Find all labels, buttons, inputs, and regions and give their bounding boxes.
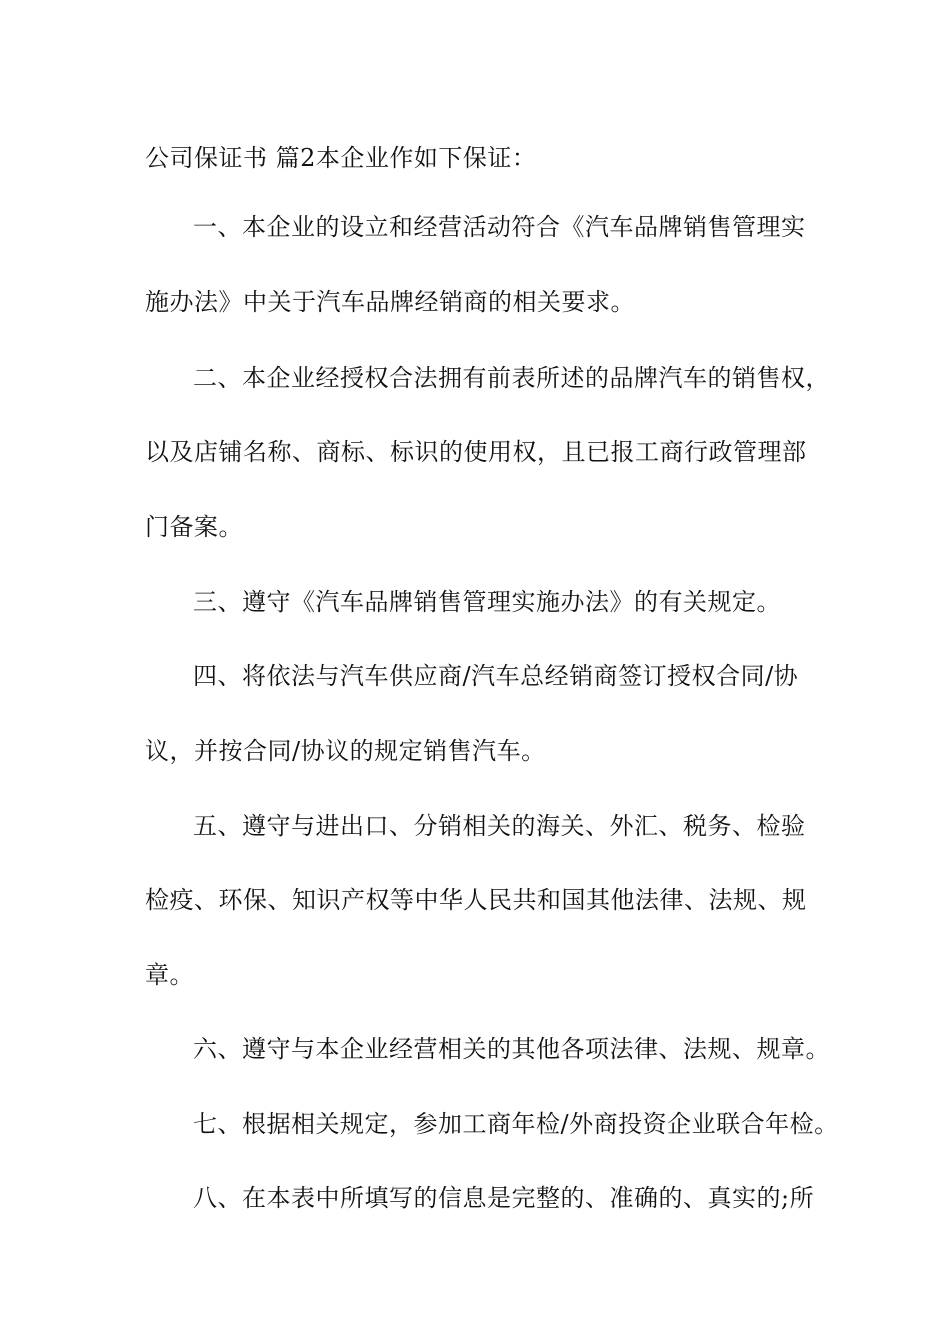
paragraph-line: 施办法》中关于汽车品牌经销商的相关要求。 bbox=[145, 288, 635, 316]
paragraph-line: 以及店铺名称、商标、标识的使用权，且已报工商行政管理部 bbox=[145, 438, 807, 466]
paragraph-line: 检疫、环保、知识产权等中华人民共和国其他法律、法规、规 bbox=[145, 886, 807, 914]
heading-line: 公司保证书 篇2本企业作如下保证： bbox=[145, 144, 537, 172]
paragraph-line: 一、本企业的设立和经营活动符合《汽车品牌销售管理实 bbox=[193, 213, 806, 241]
paragraph-line: 八、在本表中所填写的信息是完整的、准确的、真实的;所 bbox=[193, 1184, 815, 1212]
paragraph-line: 二、本企业经授权合法拥有前表所述的品牌汽车的销售权， bbox=[193, 364, 830, 392]
paragraph-line: 三、遵守《汽车品牌销售管理实施办法》的有关规定。 bbox=[193, 588, 781, 616]
paragraph-line: 门备案。 bbox=[145, 513, 243, 541]
paragraph-line: 六、遵守与本企业经营相关的其他各项法律、法规、规章。 bbox=[193, 1035, 830, 1063]
paragraph-line: 五、遵守与进出口、分销相关的海关、外汇、税务、检验 bbox=[193, 812, 806, 840]
paragraph-line: 议，并按合同/协议的规定销售汽车。 bbox=[145, 737, 546, 765]
paragraph-line: 四、将依法与汽车供应商/汽车总经销商签订授权合同/协 bbox=[193, 662, 799, 690]
paragraph-line: 七、根据相关规定，参加工商年检/外商投资企业联合年检。 bbox=[193, 1110, 839, 1138]
paragraph-line: 章。 bbox=[145, 961, 194, 989]
